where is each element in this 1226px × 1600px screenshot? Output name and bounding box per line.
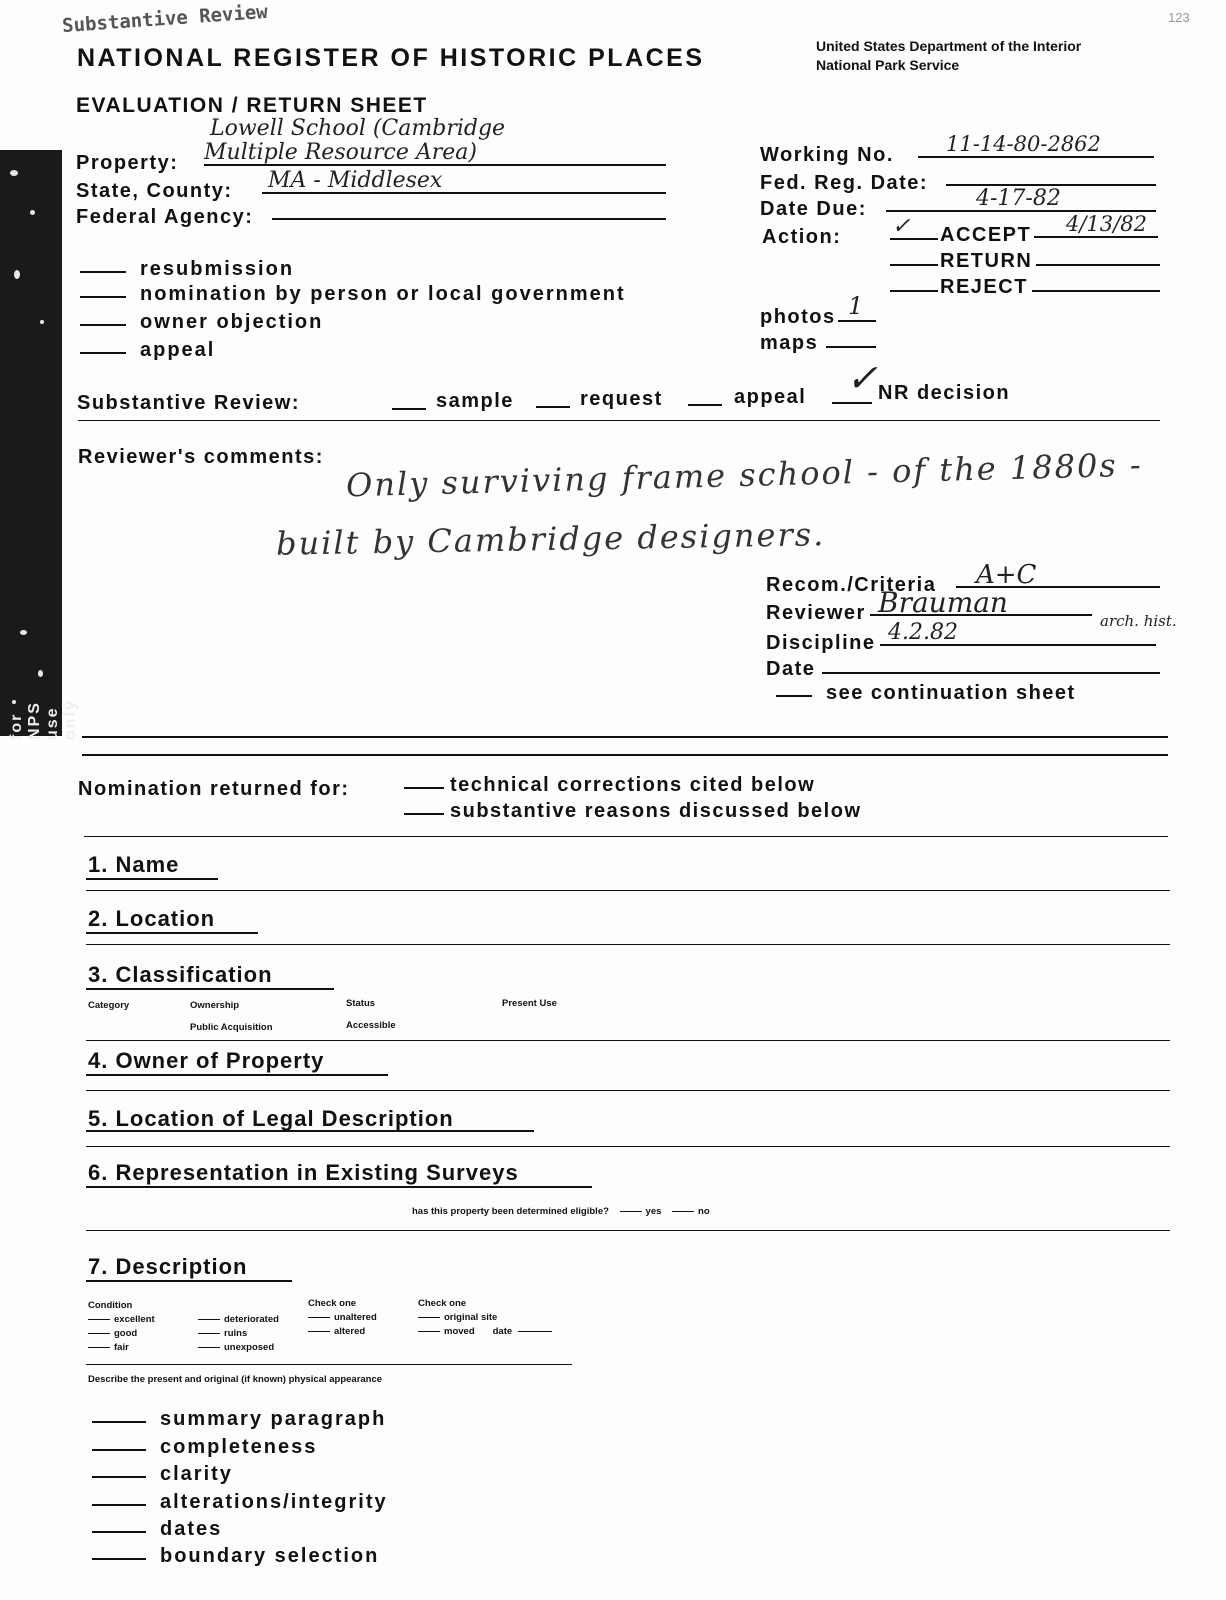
- comments-line-2: built by Cambridge designers.: [275, 515, 826, 563]
- section-4-owner: 4. Owner of Property: [88, 1048, 325, 1073]
- discipline-label: Discipline: [766, 632, 876, 654]
- agency-line-2: National Park Service: [816, 57, 960, 73]
- reviewer-label: Reviewer: [766, 602, 866, 624]
- returned-label: Nomination returned for:: [78, 778, 350, 800]
- working-no-label: Working No.: [760, 144, 894, 166]
- reviewer-comments-label: Reviewer's comments:: [78, 446, 324, 468]
- sr-request: request: [580, 388, 663, 410]
- checklist-alterations: alterations/integrity: [92, 1491, 388, 1514]
- option-resubmission: resubmission: [80, 258, 294, 281]
- sr-sample: sample: [436, 390, 514, 412]
- binding-label: for NPS use only: [8, 699, 79, 740]
- s7-altered: altered: [308, 1326, 365, 1337]
- form-title: NATIONAL REGISTER OF HISTORIC PLACES: [77, 44, 705, 72]
- section-6-surveys: 6. Representation in Existing Surveys: [88, 1160, 519, 1185]
- option-appeal: appeal: [80, 339, 215, 362]
- section-5-legal-description: 5. Location of Legal Description: [88, 1106, 454, 1131]
- property-label: Property:: [76, 152, 179, 174]
- form-subtitle: EVALUATION / RETURN SHEET: [76, 94, 428, 117]
- checklist-summary-paragraph: summary paragraph: [92, 1408, 386, 1431]
- section-7-description: 7. Description: [88, 1254, 248, 1279]
- option-owner-objection: owner objection: [80, 311, 323, 334]
- accept-checkmark: ✓: [892, 214, 911, 239]
- reviewer-note: arch. hist.: [1100, 612, 1177, 630]
- recom-criteria-value: A+C: [976, 560, 1037, 590]
- agency-line-1: United States Department of the Interior: [816, 38, 1082, 54]
- option-nomination: nomination by person or local government: [80, 283, 626, 306]
- page-mark: 123: [1168, 10, 1190, 25]
- property-value-line1: Lowell School (Cambridge: [210, 116, 506, 141]
- date-label: Date: [766, 658, 816, 680]
- section-3-classification: 3. Classification: [88, 962, 273, 987]
- sr-nr-decision: NR decision: [878, 382, 1011, 404]
- s7-unexposed: unexposed: [198, 1342, 274, 1353]
- s3-accessible: Accessible: [346, 1020, 396, 1031]
- s7-excellent: excellent: [88, 1314, 155, 1325]
- section-1-name: 1. Name: [88, 852, 180, 877]
- s7-original-site: original site: [418, 1312, 497, 1323]
- s3-category: Category: [88, 1000, 130, 1011]
- action-reject: REJECT: [940, 276, 1028, 298]
- accept-date-value: 4/13/82: [1066, 212, 1147, 236]
- s6-question: has this property been determined eligible? yes no: [412, 1206, 710, 1217]
- comments-line-1: Only surviving frame school - of the 1880s -: [345, 445, 1144, 505]
- checklist-boundary-selection: boundary selection: [92, 1545, 379, 1568]
- checklist-clarity: clarity: [92, 1463, 233, 1486]
- property-value-line2: Multiple Resource Area): [204, 140, 478, 165]
- s7-describe: Describe the present and original (if known) physical appearance: [88, 1374, 383, 1385]
- s7-good: good: [88, 1328, 137, 1339]
- working-no-value: 11-14-80-2862: [946, 132, 1101, 156]
- s3-ownership: Ownership: [190, 1000, 240, 1011]
- substantive-review-stamp: Substantive Review: [61, 0, 269, 38]
- binding-strip: [0, 150, 79, 740]
- fed-reg-date-label: Fed. Reg. Date:: [760, 172, 929, 194]
- returned-substantive: substantive reasons discussed below: [404, 800, 862, 823]
- recom-criteria-label: Recom./Criteria: [766, 574, 937, 596]
- reviewer-value: Brauman: [878, 586, 1008, 619]
- s7-unaltered: unaltered: [308, 1312, 377, 1323]
- s7-fair: fair: [88, 1342, 129, 1353]
- substantive-review-label: Substantive Review:: [77, 392, 301, 414]
- continuation-option: see continuation sheet: [776, 682, 1076, 705]
- sr-appeal: appeal: [734, 386, 807, 408]
- s7-check-one-2: Check one: [418, 1298, 467, 1309]
- maps-label: maps: [760, 332, 819, 354]
- s7-deteriorated: deteriorated: [198, 1314, 279, 1325]
- s7-condition: Condition: [88, 1300, 133, 1311]
- s3-present-use: Present Use: [502, 998, 557, 1009]
- section-2-location: 2. Location: [88, 906, 216, 931]
- discipline-value: 4.2.82: [888, 620, 958, 645]
- action-accept: ACCEPT: [940, 224, 1032, 246]
- checklist-dates: dates: [92, 1518, 222, 1541]
- photos-label: photos: [760, 306, 836, 328]
- checklist-completeness: completeness: [92, 1436, 317, 1459]
- photos-value: 1: [848, 292, 864, 320]
- date-due-value: 4-17-82: [976, 186, 1061, 211]
- s3-public-acquisition: Public Acquisition: [190, 1022, 273, 1033]
- date-due-label: Date Due:: [760, 198, 867, 220]
- state-county-label: State, County:: [76, 180, 233, 202]
- state-county-value: MA - Middlesex: [268, 168, 443, 193]
- action-return: RETURN: [940, 250, 1033, 272]
- returned-technical: technical corrections cited below: [404, 774, 815, 797]
- federal-agency-label: Federal Agency:: [76, 206, 254, 228]
- action-label: Action:: [762, 226, 842, 248]
- s7-check-one-1: Check one: [308, 1298, 357, 1309]
- s7-moved: moved date: [418, 1326, 556, 1337]
- s7-ruins: ruins: [198, 1328, 247, 1339]
- nr-decision-checkmark: ✓: [846, 356, 878, 400]
- s3-status: Status: [346, 998, 376, 1009]
